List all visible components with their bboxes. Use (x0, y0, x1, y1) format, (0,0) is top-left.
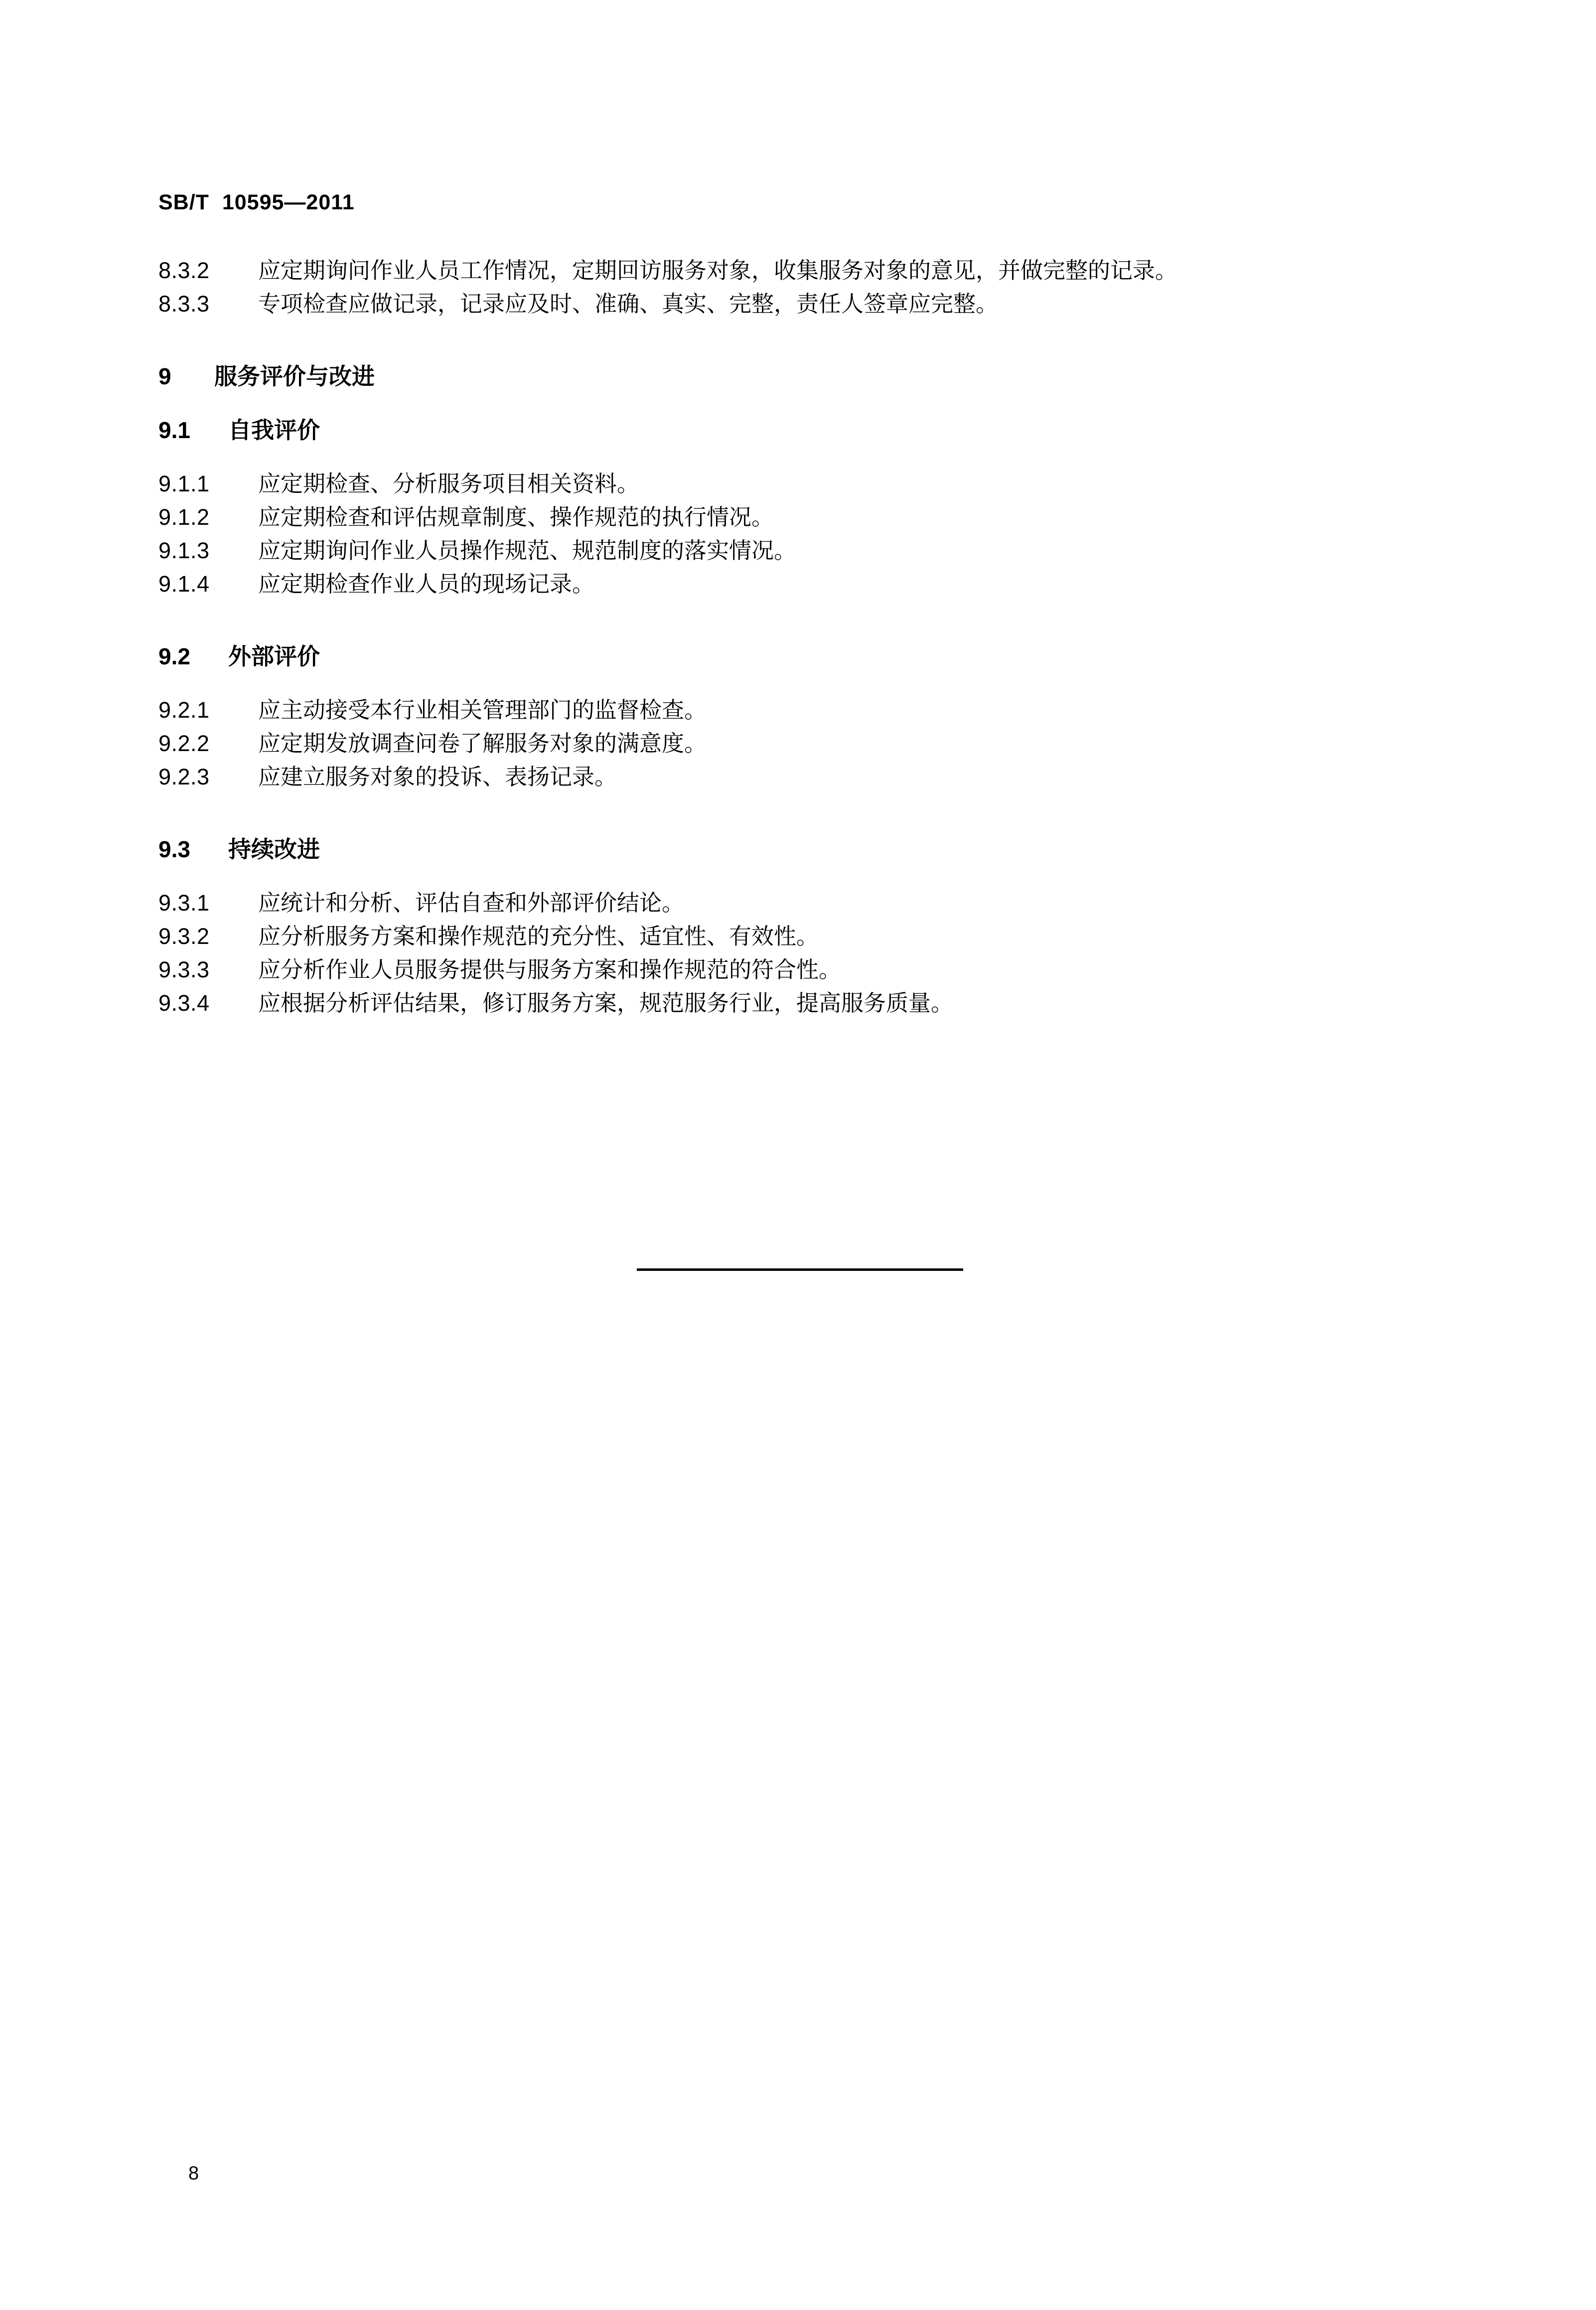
clause-number: 9.2.3 (158, 764, 210, 789)
clause-9-3-2 (158, 925, 1464, 947)
end-of-document-rule (637, 1268, 963, 1271)
clause-number: 9.1.2 (158, 504, 210, 530)
clause-text: 应定期检查和评估规章制度、操作规范的执行情况。 (258, 504, 774, 530)
clause-number: 8.3.3 (158, 291, 210, 316)
spacer (158, 326, 1464, 365)
clause-9-1-4 (158, 573, 1464, 595)
subsection-number: 9.3 (158, 836, 190, 862)
page-number: 8 (188, 2163, 199, 2184)
clause-8-3-3 (158, 293, 1464, 315)
spacer (158, 861, 1464, 892)
running-header-standard-id: SB/T 10595—2011 (158, 190, 355, 214)
subsection-heading-9-1 (158, 419, 1464, 442)
spacer (158, 442, 1464, 472)
clause-9-3-1 (158, 892, 1464, 914)
clause-number: 9.2.1 (158, 697, 210, 723)
spacer (158, 668, 1464, 699)
clause-number: 9.2.2 (158, 731, 210, 756)
subsection-number: 9.1 (158, 417, 190, 443)
clause-text: 应根据分析评估结果，修订服务方案，规范服务行业，提高服务质量。 (258, 990, 954, 1016)
clause-number: 9.3.4 (158, 990, 210, 1016)
clause-8-3-2 (158, 259, 1464, 282)
section-title: 服务评价与改进 (214, 363, 375, 389)
clause-text: 应定期检查、分析服务项目相关资料。 (258, 471, 640, 496)
clause-9-1-3 (158, 539, 1464, 562)
clause-9-2-3 (158, 766, 1464, 788)
clause-text: 应定期询问作业人员操作规范、规范制度的落实情况。 (258, 538, 797, 563)
subsection-title: 外部评价 (228, 643, 320, 669)
clause-text: 应统计和分析、评估自查和外部评价结论。 (258, 890, 685, 916)
spacer (158, 799, 1464, 838)
clause-number: 9.1.3 (158, 538, 210, 563)
clause-text: 专项检查应做记录，记录应及时、准确、真实、完整，责任人签章应完整。 (258, 291, 999, 316)
clause-9-3-4 (158, 992, 1464, 1014)
clause-number: 9.3.1 (158, 890, 210, 916)
section-number: 9 (158, 363, 171, 389)
clause-9-2-2 (158, 732, 1464, 755)
clause-text: 应定期检查作业人员的现场记录。 (258, 571, 595, 597)
subsection-heading-9-2 (158, 645, 1464, 668)
clause-number: 9.3.3 (158, 957, 210, 982)
clause-text: 应主动接受本行业相关管理部门的监督检查。 (258, 697, 707, 723)
subsection-number: 9.2 (158, 643, 190, 669)
clause-9-3-3 (158, 958, 1464, 981)
clause-text: 应定期发放调查问卷了解服务对象的满意度。 (258, 731, 707, 756)
subsection-title: 持续改进 (228, 836, 320, 862)
clause-number: 9.1.4 (158, 571, 210, 597)
clause-number: 9.1.1 (158, 471, 210, 496)
clause-text: 应分析服务方案和操作规范的充分性、适宜性、有效性。 (258, 924, 819, 949)
clause-number: 9.3.2 (158, 924, 210, 949)
section-heading-9 (158, 365, 1464, 388)
clause-9-2-1 (158, 699, 1464, 721)
subsection-heading-9-3 (158, 838, 1464, 861)
clause-text: 应建立服务对象的投诉、表扬记录。 (258, 764, 617, 789)
spacer (158, 388, 1464, 419)
clause-9-1-1 (158, 472, 1464, 495)
clause-9-1-2 (158, 506, 1464, 528)
clause-text: 应定期询问作业人员工作情况，定期回访服务对象，收集服务对象的意见，并做完整的记录。 (258, 258, 1178, 283)
spacer (158, 606, 1464, 645)
clause-number: 8.3.2 (158, 258, 210, 283)
document-body (158, 259, 1464, 1025)
subsection-title: 自我评价 (228, 417, 320, 443)
clause-text: 应分析作业人员服务提供与服务方案和操作规范的符合性。 (258, 957, 842, 982)
